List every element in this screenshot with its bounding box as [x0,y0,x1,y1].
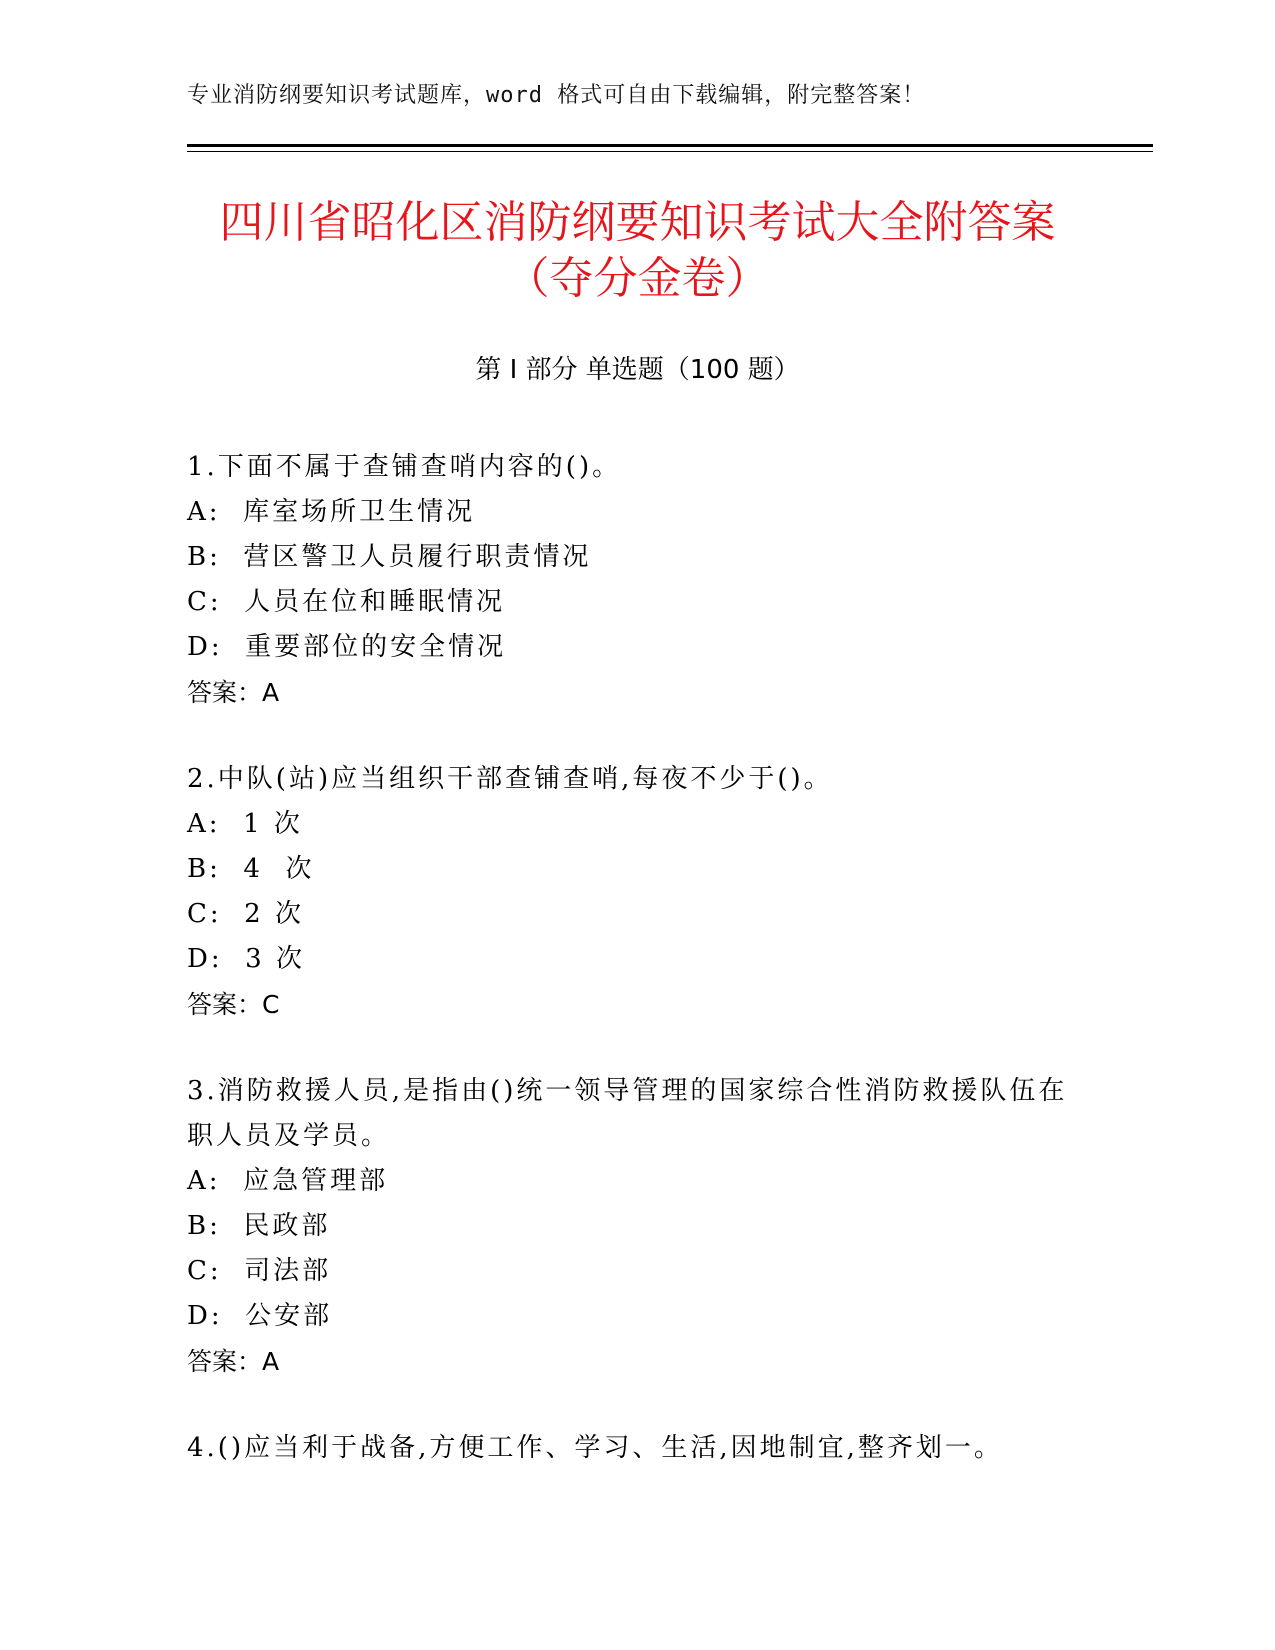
answer: 答案：A [187,678,280,707]
section-heading: 第 I 部分 单选题（100 题） [475,355,800,385]
document-title-line2: （夺分金卷） [505,253,770,304]
question-4 [187,1426,1087,1471]
header-rule-thin [187,151,1153,152]
option-b: B: 4 次 [187,854,315,884]
question-1 [187,445,1087,715]
document-title [130,195,1145,307]
option-d: D: 3 次 [187,944,305,974]
option-c: C: 人员在位和睡眠情况 [187,587,506,617]
question-list [187,445,1087,1513]
question-stem: 3.消防救援人员,是指由()统一领导管理的国家综合性消防救援队伍在职人员及学员。 [187,1076,1068,1151]
answer: 答案：C [187,990,280,1019]
option-c: C: 司法部 [187,1256,332,1286]
option-d: D: 公安部 [187,1301,333,1331]
document-title-line1: 四川省昭化区消防纲要知识考试大全附答案 [219,197,1056,248]
option-b: B: 营区警卫人员履行职责情况 [187,542,592,572]
header-note: 专业消防纲要知识考试题库，word 格式可自由下载编辑，附完整答案！ [187,83,926,108]
option-a: A: 库室场所卫生情况 [187,497,476,527]
option-b: B: 民政部 [187,1211,331,1241]
answer: 答案：A [187,1347,280,1376]
question-2 [187,757,1087,1027]
question-stem: 2.中队(站)应当组织干部查铺查哨,每夜不少于()。 [187,764,833,794]
option-a: A: 应急管理部 [187,1166,389,1196]
question-stem: 4.()应当利于战备,方便工作、学习、生活,因地制宜,整齐划一。 [187,1433,1003,1463]
question-stem: 1.下面不属于查铺查哨内容的()。 [187,452,622,482]
question-3 [187,1069,1087,1384]
option-c: C: 2 次 [187,899,304,929]
option-d: D: 重要部位的安全情况 [187,632,507,662]
header-rule-thick [187,144,1153,147]
option-a: A: 1 次 [187,809,303,839]
